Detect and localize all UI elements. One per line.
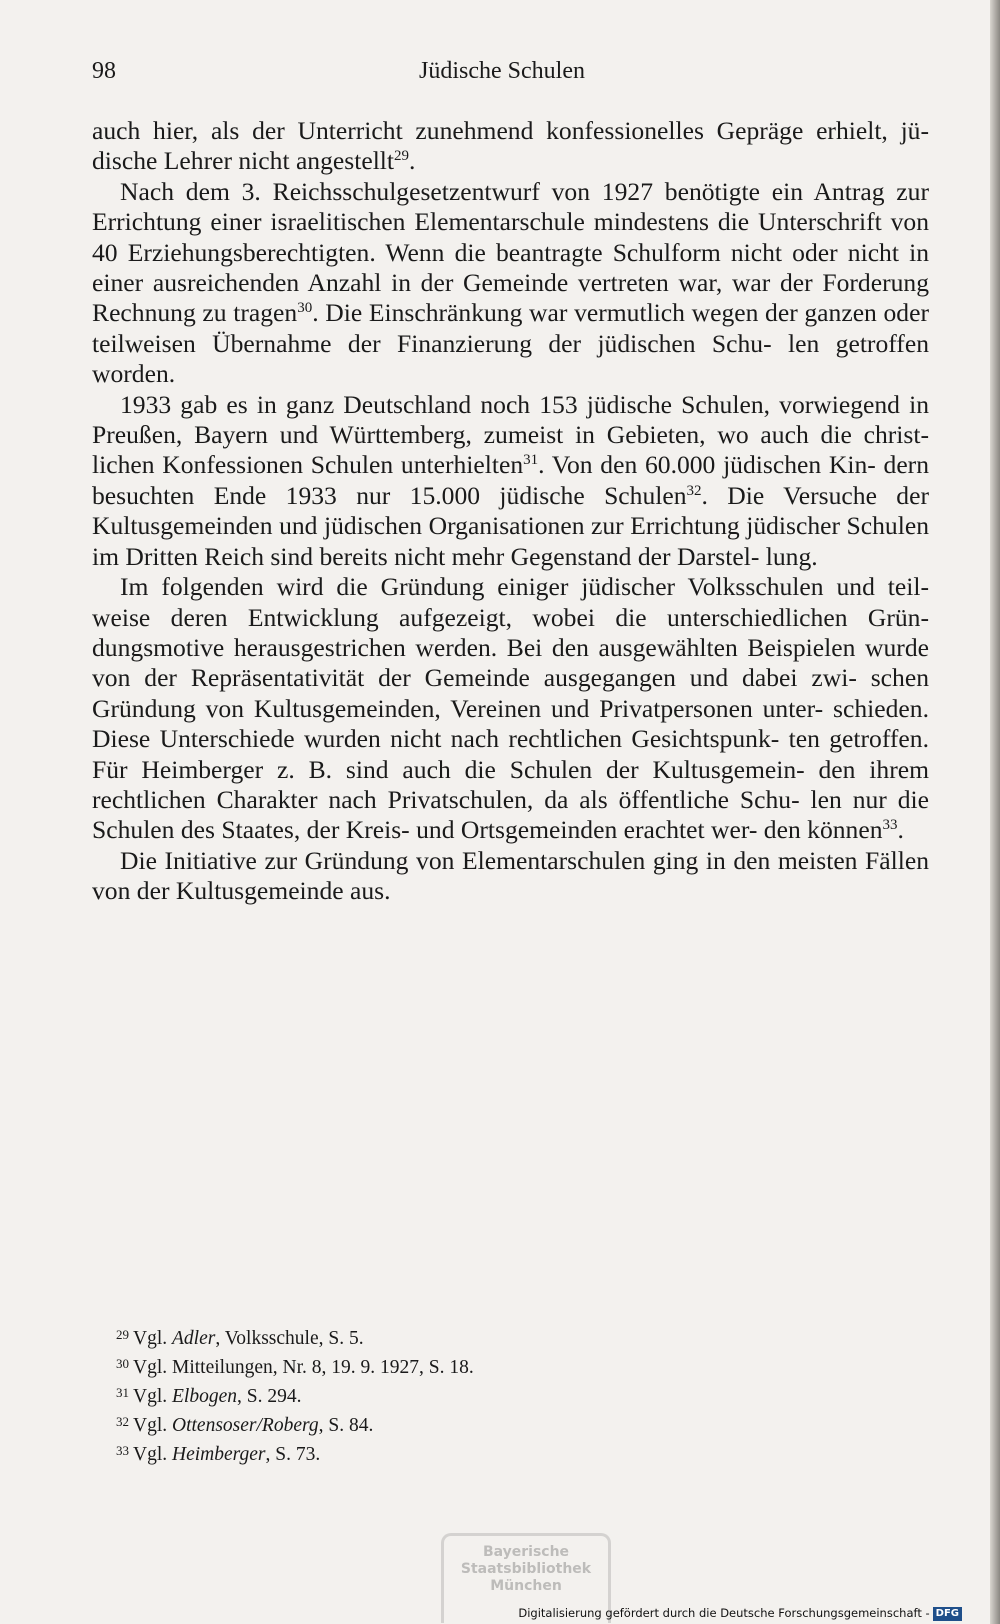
paragraph-text: 1933 gab es in ganz Deutschland noch 153 jüdische Schulen, vorwiegend in Preußen, Bayern und Württemberg, zumeist in Gebieten, wo auch die christ- lichen Konfessionen Schulen unterhielten — [92, 389, 929, 480]
running-head: Jüdische Schulen — [419, 58, 585, 84]
stamp-line: München — [490, 1578, 562, 1594]
scan-edge — [990, 0, 1000, 1624]
footnote-ref[interactable]: 32 — [686, 482, 702, 499]
body-text — [92, 116, 929, 907]
paragraph-text: Nach dem 3. Reichsschulgesetzentwurf von 1927 benötigte ein Antrag zur Errichtung einer israelitischen Elementarschule mindestens die Unterschrift von 40 Erziehungsberechtigten. Wenn die beantragte Schulform nicht oder nicht in einer ausreichenden Anzahl in der Gemeinde vertreten war, war der Forderung Rechnung zu tragen — [92, 176, 929, 328]
footnote-ref[interactable]: 30 — [297, 300, 313, 317]
footnote-text: , S. 294. — [236, 1386, 302, 1407]
footnote — [116, 1380, 716, 1409]
paragraph-text: auch hier, als der Unterricht zunehmend konfessionelles Gepräge erhielt, jü- dische Lehrer nicht angestellt — [92, 116, 929, 176]
footnote-number: 33 — [116, 1443, 129, 1458]
footnote-author: Heimberger — [172, 1444, 266, 1465]
paragraph-text: . — [897, 815, 904, 845]
footnote-text: Vgl. — [133, 1415, 172, 1436]
footnote-text: , S. 84. — [318, 1415, 374, 1436]
paragraph-text: . — [409, 146, 416, 176]
footnote-number: 29 — [116, 1327, 129, 1342]
paragraph-text: . Von den 60.000 jüdischen Kin- dern besuchten Ende 1933 nur 15.000 jüdische Schulen — [92, 450, 929, 510]
paragraph-text: Im folgenden wird die Gründung einiger jüdischer Volksschulen und teil- weise deren Entwicklung aufgezeigt, wobei die unterschiedlichen Grün- dungsmotive herausgestrichen werden. Bei den ausgewählten Beispielen wurde von der Repräsentativität der Gemeinde ausgegangen und dabei zwi- schen Gründung von Kultusgemeinden, Vereinen und Privatpersonen unter- schieden. Diese Unterschiede wurden nicht nach rechtlichen Gesichtspunk- ten getroffen. Für Heimberger z. B. sind auch die Schulen der Kultusgemein- den ihrem rechtlichen Charakter nach Privatschulen, da als öffentliche Schu- len nur die Schulen des Staates, der Kreis- und Ortsgemeinden erachtet wer- den können — [92, 572, 929, 845]
footnotes — [116, 1322, 716, 1467]
footnote-author: Ottensoser/Roberg — [172, 1415, 319, 1436]
paragraph-4 — [92, 572, 929, 846]
digitization-credit — [518, 1603, 962, 1623]
footnote — [116, 1351, 716, 1380]
stamp-line: Bayerische — [482, 1544, 570, 1560]
footnote — [116, 1409, 716, 1438]
footnote-text: Vgl. Mitteilungen, Nr. 8, 19. 9. 1927, S. 18. — [133, 1357, 474, 1378]
footnote-text: Vgl. — [133, 1444, 172, 1465]
footnote-number: 30 — [116, 1356, 129, 1371]
paragraph-1 — [92, 116, 929, 177]
paragraph-text: . Die Einschränkung war vermutlich wegen der ganzen oder teilweisen Übernahme der Finanzierung der jüdischen Schu- len getroffen worden. — [92, 298, 929, 389]
credit-text: Digitalisierung gefördert durch die Deutsche Forschungsgemeinschaft - — [518, 1606, 930, 1620]
page-header — [92, 58, 912, 90]
footnote-text: Vgl. — [133, 1328, 172, 1349]
footnote-text: , S. 73. — [265, 1444, 321, 1465]
footnote-author: Adler — [172, 1328, 216, 1349]
footnote-text: , Volksschule, S. 5. — [215, 1328, 364, 1349]
paragraph-2 — [92, 177, 929, 390]
footnote-number: 32 — [116, 1414, 129, 1429]
footnote-number: 31 — [116, 1385, 129, 1400]
footnote — [116, 1438, 716, 1467]
paragraph-3 — [92, 390, 929, 572]
stamp-line: Staatsbibliothek — [460, 1561, 592, 1577]
dfg-logo: DFG — [933, 1607, 962, 1621]
footnote — [116, 1322, 716, 1351]
footnote-ref[interactable]: 31 — [523, 452, 539, 469]
page-number: 98 — [92, 58, 116, 84]
footnote-text: Vgl. — [133, 1386, 172, 1407]
footnote-author: Elbogen — [172, 1386, 237, 1407]
paragraph-text: . Die Versuche der Kultusgemeinden und jüdischen Organisationen zur Errichtung jüdischer Schulen im Dritten Reich sind bereits nicht mehr Gegenstand der Darstel- lung. — [92, 480, 929, 571]
footnote-ref[interactable]: 33 — [882, 817, 898, 834]
paragraph-5 — [92, 846, 929, 907]
paragraph-text: Die Initiative zur Gründung von Elementarschulen ging in den meisten Fällen von der Kultusgemeinde aus. — [92, 845, 929, 906]
footnote-ref[interactable]: 29 — [394, 148, 410, 165]
